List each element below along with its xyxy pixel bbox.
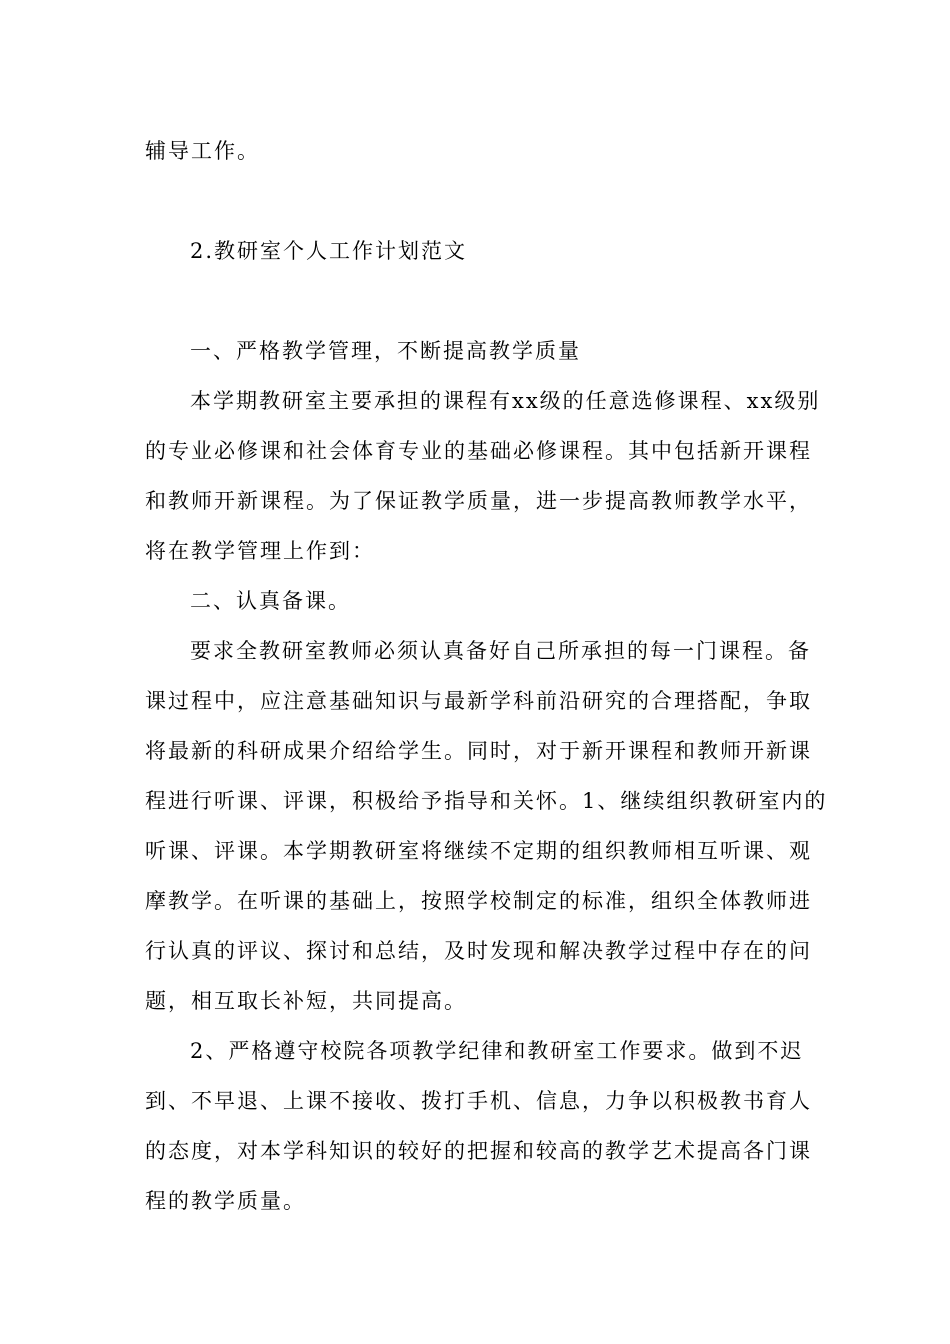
paragraph-line: 2、严格遵守校院各项教学纪律和教研室工作要求。做到不迟 bbox=[190, 1039, 804, 1063]
paragraph-line: 摩教学。在听课的基础上，按照学校制定的标准，组织全体教师进 bbox=[145, 889, 812, 913]
paragraph-line: 将在教学管理上作到： bbox=[145, 539, 375, 563]
paragraph-line: 程的教学质量。 bbox=[145, 1189, 306, 1213]
section-heading-2: 2.教研室个人工作计划范文 bbox=[190, 239, 468, 263]
paragraph-line: 和教师开新课程。为了保证教学质量，进一步提高教师教学水平， bbox=[145, 489, 812, 513]
paragraph-line: 程进行听课、评课，积极给予指导和关怀。1、继续组织教研室内的 bbox=[145, 789, 828, 813]
paragraph-line: 的态度，对本学科知识的较好的把握和较高的教学艺术提高各门课 bbox=[145, 1139, 812, 1163]
paragraph-line: 题，相互取长补短，共同提高。 bbox=[145, 989, 467, 1013]
paragraph-line: 要求全教研室教师必须认真备好自己所承担的每一门课程。备 bbox=[190, 639, 811, 663]
paragraph-line: 的专业必修课和社会体育专业的基础必修课程。其中包括新开课程 bbox=[145, 439, 812, 463]
paragraph-line: 到、不早退、上课不接收、拨打手机、信息，力争以积极教书育人 bbox=[145, 1089, 812, 1113]
section-heading-1: 一、严格教学管理，不断提高教学质量 bbox=[190, 339, 581, 363]
text-line-1: 辅导工作。 bbox=[145, 139, 260, 163]
paragraph-line: 将最新的科研成果介绍给学生。同时，对于新开课程和教师开新课 bbox=[145, 739, 812, 763]
paragraph-line: 课过程中，应注意基础知识与最新学科前沿研究的合理搭配，争取 bbox=[145, 689, 812, 713]
paragraph-line: 本学期教研室主要承担的课程有xx级的任意选修课程、xx级别 bbox=[190, 389, 821, 413]
section-heading-2b: 二、认真备课。 bbox=[190, 589, 351, 613]
paragraph-line: 行认真的评议、探讨和总结，及时发现和解决教学过程中存在的问 bbox=[145, 939, 812, 963]
paragraph-line: 听课、评课。本学期教研室将继续不定期的组织教师相互听课、观 bbox=[145, 839, 812, 863]
